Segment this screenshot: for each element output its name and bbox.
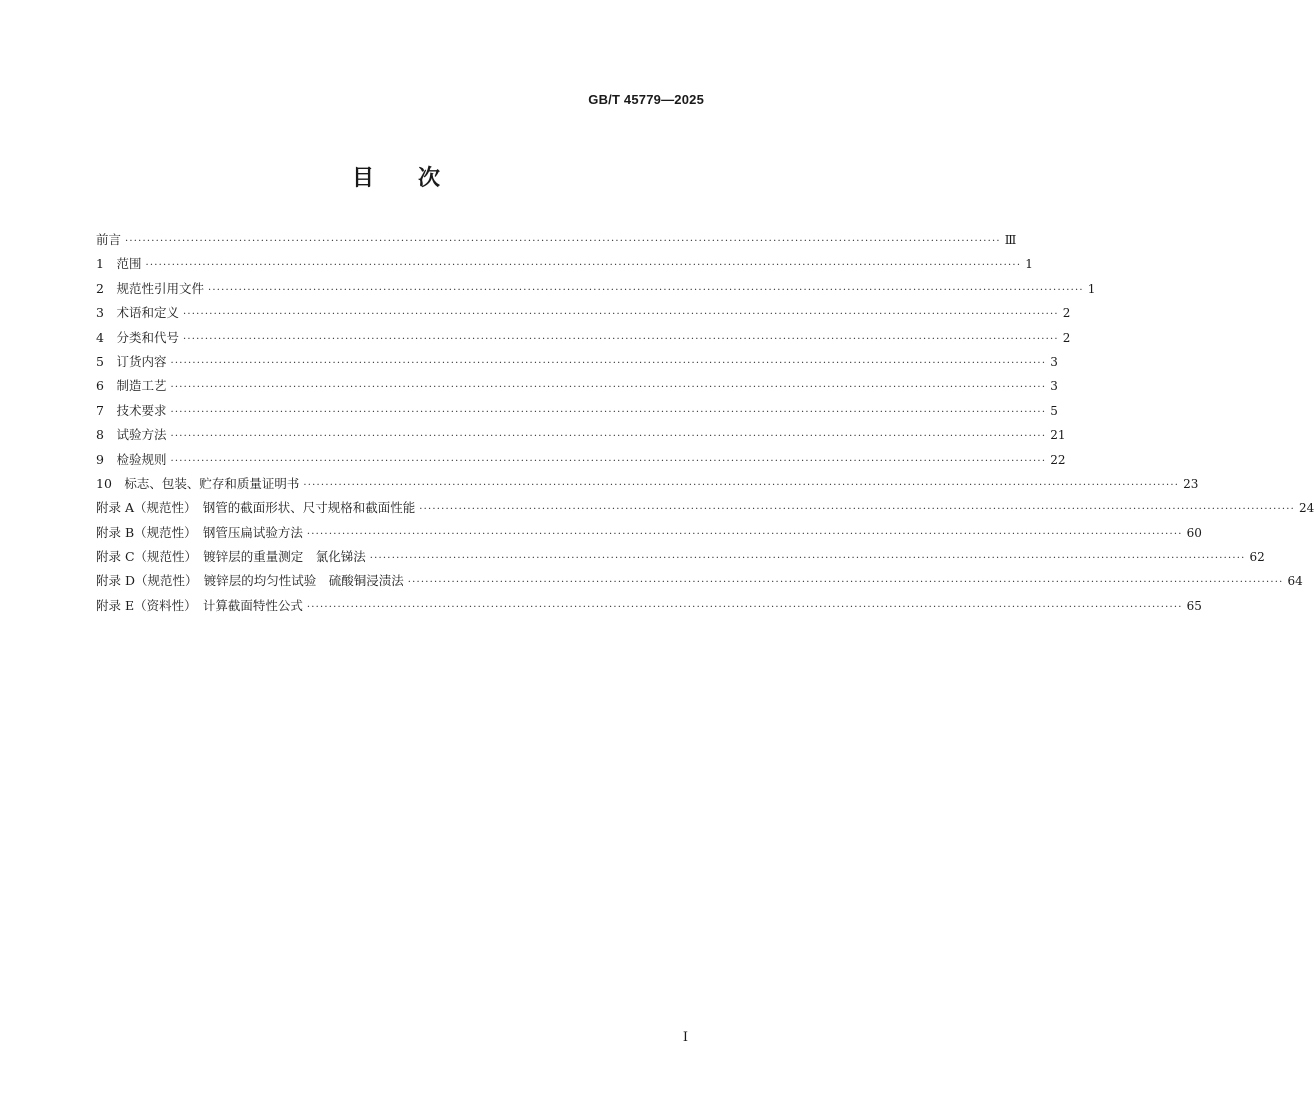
toc-leader-dots: ········································································································································································································: [407, 577, 1284, 589]
toc-entry-text: 7 技术要求: [96, 402, 167, 418]
toc-entry[interactable]: [96, 277, 1096, 301]
toc-entry[interactable]: [96, 374, 1058, 398]
toc-entry-page: Ⅲ: [1004, 233, 1017, 247]
toc-entry-page: 24: [1299, 501, 1314, 516]
toc-entry-page: 1: [1087, 281, 1096, 296]
toc-entry[interactable]: [96, 545, 1265, 569]
toc-entry[interactable]: [96, 496, 1314, 520]
toc-entry-page: 65: [1186, 598, 1202, 613]
toc-leader-dots: ········································································································································································································: [170, 357, 1047, 369]
toc-leader-dots: ········································································································································································································: [306, 528, 1183, 540]
toc-entry-text: 附录 A（规范性） 钢管的截面形状、尺寸规格和截面性能: [96, 500, 416, 516]
toc-entry-text: 8 试验方法: [96, 427, 167, 443]
toc-entry[interactable]: [96, 569, 1303, 593]
page-title: [0, 161, 792, 192]
toc-leader-dots: ········································································································································································································: [170, 431, 1047, 443]
title-char-1: 目: [351, 166, 374, 191]
toc-entry-text: 4 分类和代号: [96, 329, 179, 345]
toc-entry-page: 22: [1050, 452, 1066, 467]
toc-entry-page: 64: [1287, 574, 1303, 589]
toc-entry-text: 附录 C（规范性） 镀锌层的重量测定 氯化锑法: [96, 549, 366, 565]
toc-leader-dots: ········································································································································································································: [125, 236, 1001, 247]
standard-number: GB/T 45779—2025: [588, 92, 704, 107]
toc-leader-dots: ········································································································································································································: [303, 479, 1180, 491]
toc-entry-page: 21: [1050, 428, 1066, 443]
toc-entry-page: 23: [1183, 476, 1199, 491]
toc-leader-dots: ········································································································································································································: [419, 504, 1296, 516]
toc-entry-text: 前言: [96, 232, 122, 247]
toc-leader-dots: ········································································································································································································: [369, 553, 1246, 565]
toc-leader-dots: ········································································································································································································: [170, 455, 1047, 467]
toc-entry[interactable]: [96, 228, 1017, 252]
page-number: I: [682, 1030, 688, 1045]
toc-entry-text: 6 制造工艺: [96, 378, 167, 394]
toc-leader-dots: ········································································································································································································: [170, 382, 1047, 394]
toc-entry[interactable]: [96, 423, 1066, 447]
toc-entry-text: 1 范围: [96, 256, 142, 272]
toc-entry-text: 10 标志、包装、贮存和质量证明书: [96, 475, 300, 491]
toc-entry-text: 3 术语和定义: [96, 305, 179, 321]
toc-entry[interactable]: [96, 301, 1071, 325]
toc-entry[interactable]: [96, 350, 1058, 374]
toc-entry-text: 2 规范性引用文件: [96, 280, 204, 296]
toc-entry[interactable]: [96, 399, 1058, 423]
toc-entry[interactable]: [96, 252, 1033, 276]
toc-entry-page: 1: [1025, 257, 1033, 272]
toc-entry-page: 60: [1186, 525, 1202, 540]
toc-leader-dots: ········································································································································································································: [306, 601, 1183, 613]
toc-leader-dots: ········································································································································································································: [207, 284, 1084, 296]
toc-leader-dots: ········································································································································································································: [170, 406, 1047, 418]
toc-leader-dots: ········································································································································································································: [145, 260, 1022, 272]
toc-entry-text: 附录 B（规范性） 钢管压扁试验方法: [96, 524, 303, 540]
toc-entry[interactable]: [96, 326, 1071, 350]
toc-entry[interactable]: [96, 472, 1199, 496]
toc-entry-page: 5: [1050, 403, 1058, 418]
toc-entry[interactable]: [96, 448, 1066, 472]
title-char-2: 次: [418, 166, 441, 191]
toc-entry[interactable]: [96, 594, 1202, 618]
toc-entry-page: 2: [1062, 330, 1071, 345]
toc-entry-page: 3: [1050, 379, 1058, 394]
table-of-contents: [96, 228, 1314, 618]
toc-entry-text: 9 检验规则: [96, 451, 167, 467]
toc-entry-text: 附录 E（资料性） 计算截面特性公式: [96, 597, 303, 613]
toc-leader-dots: ········································································································································································································: [182, 309, 1059, 321]
toc-entry-page: 2: [1062, 306, 1071, 321]
toc-entry-page: 62: [1249, 550, 1265, 565]
toc-leader-dots: ········································································································································································································: [182, 333, 1059, 345]
toc-entry[interactable]: [96, 521, 1202, 545]
toc-entry-text: 附录 D（规范性） 镀锌层的均匀性试验 硫酸铜浸渍法: [96, 573, 404, 589]
toc-entry-text: 5 订货内容: [96, 353, 167, 369]
toc-entry-page: 3: [1050, 354, 1058, 369]
